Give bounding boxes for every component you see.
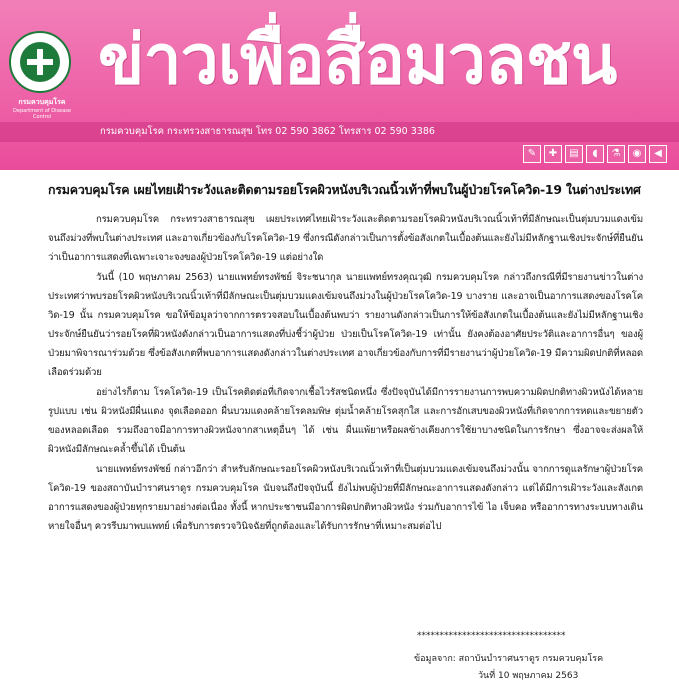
contact-info: กรมควบคุมโรค กระทรวงสาธารณสุข โทร 02 590 3862 โทรสาร 02 590 3386 bbox=[100, 126, 435, 137]
ministry-logo bbox=[9, 31, 71, 93]
megaphone-icon[interactable]: ◀ bbox=[649, 145, 667, 163]
logo-emblem bbox=[20, 42, 60, 82]
flask-icon[interactable]: ⚗ bbox=[607, 145, 625, 163]
article-paragraph: นายแพทย์ทรงพัชย์ กล่าวอีกว่า สำหรับลักษณะรอยโรคผิวหนังบริเวณนิ้วเท้าที่เป็นตุ่มบวมแดงเข้มจนถึงม่วงนั้น จากการดูแลรักษาผู้ป่วยโรคโควิด-19 ของสถาบันบำราศนราดูร กรมควบคุมโรค นับจนถึงปัจจุบันนี้ ยังไม่พบผู้ป่วยที่มีลักษณะอาการแสดงดังกล่าว แต่ได้มีการเฝ้าระวังและสังเกตอาการแสดงของผู้ป่วยทุกรายมาอย่างต่อเนื่อง ทั้งนี้ หากประชาชนมีอาการผิดปกติทางผิวหนัง ร่วมกับอาการไข้ ไอ เจ็บคอ หรืออาการทางระบบทางเดินหายใจอื่นๆ ควรรีบมาพบแพทย์ เพื่อรับการตรวจวินิจฉัยที่ถูกต้องและได้รับการรักษาที่เหมาะสมต่อไป bbox=[48, 464, 643, 532]
article-headline: กรมควบคุมโรค เผยไทยเฝ้าระวังและติดตามรอยโรคผิวหนังบริเวณนิ้วเท้าที่พบในผู้ป่วยโรคโควิด-19 ในต่างประเทศ bbox=[48, 182, 641, 197]
speech-icon[interactable]: ◉ bbox=[628, 145, 646, 163]
syringe-icon[interactable]: ✎ bbox=[523, 145, 541, 163]
pill-icon[interactable]: ◖ bbox=[586, 145, 604, 163]
source-credit: ข้อมูลจาก: สถาบันบำราศนราดูร กรมควบคุมโรค bbox=[414, 654, 604, 664]
banner-title: ข่าวเพื่อสื่อมวลชน bbox=[98, 21, 617, 100]
separator-line: ********************************* bbox=[417, 631, 566, 641]
article-content bbox=[48, 180, 643, 537]
article-paragraph: อย่างไรก็ตาม โรคโควิด-19 เป็นโรคติดต่อที่เกิดจากเชื้อไวรัสชนิดหนึ่ง ซึ่งปัจจุบันได้มีการรายงานการพบความผิดปกติทางผิวหนังได้หลายรูปแบบ เช่น ผิวหนังมีผื่นแดง จุดเลือดออก ผื่นบวมแดงคล้ายโรคลมพิษ ตุ่มน้ำคล้ายโรคสุกใส และการอักเสบของผิวหนังที่เกิดจากการหดและขยายตัวของหลอดเลือด รวมถึงอาจมีอาการทางผิวหนังจากสาเหตุอื่นๆ ได้ เช่น ผื่นแพ้ยาหรือผลข้างเคียงการใช้ยาบางชนิดในการรักษา ซึ่งอาจจะส่งผลให้ผิวหนังมีลักษณะคล้ำขึ้นได้ เป็นต้น bbox=[48, 387, 643, 455]
logo-caption-en: Department of Disease Control bbox=[13, 108, 71, 120]
article-paragraph: วันนี้ (10 พฤษภาคม 2563) นายแพทย์ทรงพัชย์ จิระชนากุล นายแพทย์ทรงคุณวุฒิ กรมควบคุมโรค กล่าวถึงกรณีที่มีรายงานข่าวในต่างประเทศว่าพบรอยโรคผิวหนังบริเวณนิ้วเท้าที่มีลักษณะเป็นตุ่มบวมแดงเข้มจนถึงม่วงในผู้ป่วยโรคโควิด-19 บางราย และอาจเป็นอาการแสดงของโรคโควิด-19 นั้น กรมควบคุมโรค ขอให้ข้อมูลว่าจากการตรวจสอบในเบื้องต้นพบว่า รายงานดังกล่าวเป็นการให้ข้อสังเกตในเบื้องต้นและยังไม่มีหลักฐานเชิงประจักษ์ยืนยันว่ารอยโรคที่ผิวหนังดังกล่าวเป็นอาการแสดงที่บ่งชี้ว่าผู้ป่วย ป่วยเป็นโรคโควิด-19 เท่านั้น ยังคงต้องอาศัยประวัติและอาการอื่นๆ ของผู้ป่วยมาพิจารณาร่วมด้วย ซึ่งข้อสังเกตที่พบอาการแสดงดังกล่าวในต่างประเทศ อาจเกี่ยวข้องกับการที่มีรายงานว่าผู้ป่วยโควิด-19 มีความผิดปกติที่หลอดเลือดร่วมด้วย bbox=[48, 272, 643, 378]
article-paragraph: กรมควบคุมโรค กระทรวงสาธารณสุข เผยประเทศไทยเฝ้าระวังและติดตามรอยโรคผิวหนังบริเวณนิ้วเท้าที่มีลักษณะเป็นตุ่มบวมแดงเข้มจนถึงม่วงที่พบในต่างประเทศ และอาจเกี่ยวข้องกับโรคโควิด-19 ซึ่งกรณีดังกล่าวเป็นการตั้งข้อสังเกตในเบื้องต้นและยังไม่มีหลักฐานเชิงประจักษ์ที่ยืนยันว่าเป็นอาการแสดงที่เฉพาะเจาะจงของผู้ป่วยโรคโควิด-19 แต่อย่างใด bbox=[48, 214, 643, 263]
icon-toolbar bbox=[523, 145, 667, 163]
publish-date: วันที่ 10 พฤษภาคม 2563 bbox=[478, 671, 579, 681]
document-icon[interactable]: ▤ bbox=[565, 145, 583, 163]
medical-cross-icon[interactable]: ✚ bbox=[544, 145, 562, 163]
article-body bbox=[48, 210, 643, 536]
logo-cross-horizontal bbox=[27, 59, 53, 65]
press-banner bbox=[0, 0, 679, 170]
logo-caption: กรมควบคุมโรค bbox=[18, 98, 66, 106]
